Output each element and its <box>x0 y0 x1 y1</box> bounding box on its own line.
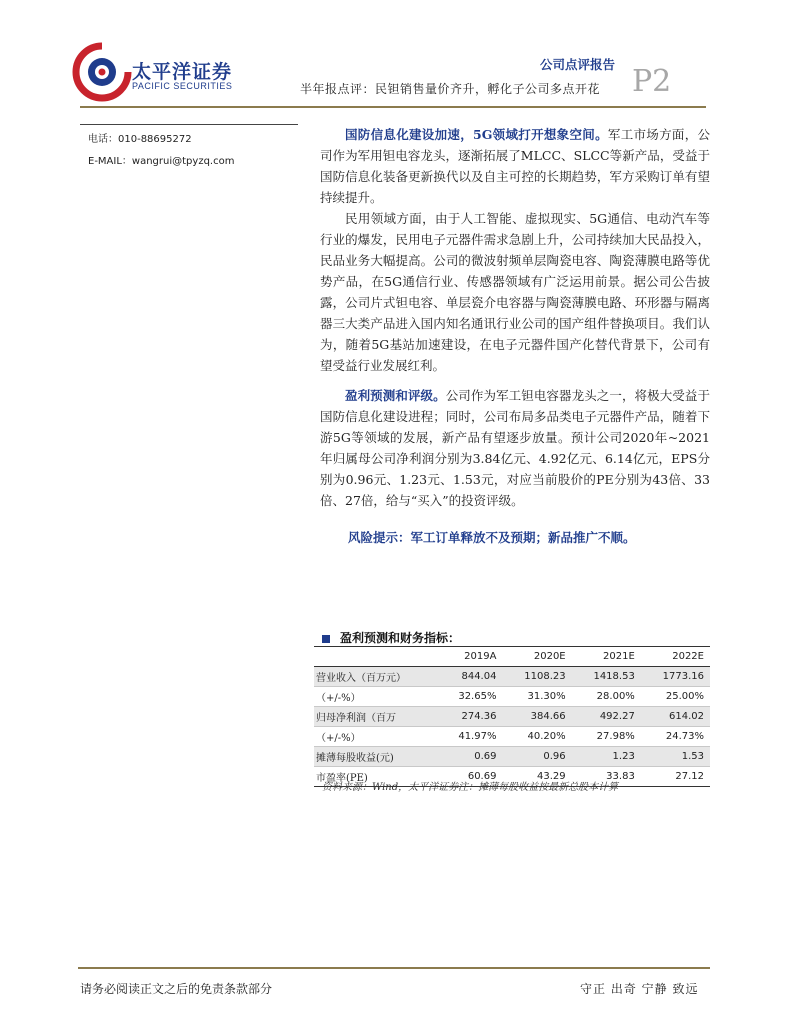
table-row <box>314 687 710 707</box>
financial-table <box>314 646 710 787</box>
paragraph-defense <box>320 124 710 376</box>
table-cell: 25.00% <box>641 687 710 707</box>
table-cell: 营业收入（百万元） <box>314 667 438 687</box>
table-cell: 1.53 <box>641 747 710 767</box>
footer-disclaimer: 请务必阅读正文之后的免责条款部分 <box>80 982 273 996</box>
table-cell: 1108.23 <box>502 667 571 687</box>
table-row <box>314 747 710 767</box>
table-cell: 492.27 <box>572 707 641 727</box>
table-cell: 41.97% <box>438 727 502 747</box>
footer-motto: 守正 出奇 宁静 致远 <box>580 982 699 996</box>
table-cell: 40.20% <box>502 727 571 747</box>
table-row <box>314 707 710 727</box>
table-title-text: 盈利预测和财务指标： <box>340 631 461 645</box>
paragraph-civil: 民用领域方面，由于人工智能、虚拟现实、5G通信、电动汽车等行业的爆发，民用电子元器件需求急剧上升，公司持续加大民品投入，民品业务大幅提高。公司的微波射频单层陶瓷电容、陶瓷薄膜电路等优势产品，在5G通信行业、传感器领域有广泛运用前景。据公司公告披露，公司片式钽电容、单层瓷介电容器与陶瓷薄膜电路、环形器与隔离器三大类产品进入国内知名通讯行业公司的国产组件替换项目。我们认为，随着5G基站加速建设，在电子元器件国产化替代背景下，公司有望受益行业发展红利。 <box>320 211 710 373</box>
table-cell: 1.23 <box>572 747 641 767</box>
table-header-row <box>314 647 710 667</box>
table-header-cell: 2019A <box>438 647 502 667</box>
brand-name-en: PACIFIC SECURITIES <box>132 81 233 91</box>
table-cell: 33.83 <box>572 767 641 787</box>
paragraph-defense-text: 军工市场方面，公司作为军用钽电容龙头，逐渐拓展了MLCC、SLCC等新产品，受益于国防信息化装备更新换代以及自主可控的长期趋势，军方采购订单有望持续提升。 <box>320 127 710 205</box>
table-cell: 0.96 <box>502 747 571 767</box>
table-row <box>314 727 710 747</box>
page-number: P2 <box>632 64 672 99</box>
table-cell: 31.30% <box>502 687 571 707</box>
table-header-cell <box>314 647 438 667</box>
report-type: 公司点评报告 <box>540 57 616 72</box>
table-cell: 1773.16 <box>641 667 710 687</box>
table-cell: 60.69 <box>438 767 502 787</box>
header-rule <box>80 106 706 108</box>
table-cell: 844.04 <box>438 667 502 687</box>
table-cell: 1418.53 <box>572 667 641 687</box>
table-source-note: 资料来源：Wind，太平洋证券注：摊薄每股收益按最新总股本计算 <box>322 782 619 793</box>
table-header-cell: 2022E <box>641 647 710 667</box>
paragraph-forecast-lead: 盈利预测和评级。 <box>345 388 446 403</box>
table-cell: 归母净利润（百万 <box>314 707 438 727</box>
contact-phone: 电话：010-88695272 <box>88 134 192 145</box>
table-cell: 43.29 <box>502 767 571 787</box>
table-cell: 摊薄每股收益(元) <box>314 747 438 767</box>
table-cell: 27.98% <box>572 727 641 747</box>
pacific-securities-logo <box>72 42 132 102</box>
table-cell: 614.02 <box>641 707 710 727</box>
table-cell: 市盈率(PE) <box>314 767 438 787</box>
table-cell: 27.12 <box>641 767 710 787</box>
paragraph-forecast <box>320 385 710 511</box>
table-title <box>322 629 460 646</box>
square-bullet-icon <box>322 635 330 643</box>
table-cell: 384.66 <box>502 707 571 727</box>
table-cell: 32.65% <box>438 687 502 707</box>
paragraph-forecast-text: 公司作为军工钽电容器龙头之一，将极大受益于国防信息化建设进程；同时，公司布局多品类电子元器件产品，随着下游5G等领域的发展，新产品有望逐步放量。预计公司2020年~2021年归属母公司净利润分别为3.84亿元、4.92亿元、6.14亿元，EPS分别为0.96元、1.23元、1.53元，对应当前股价的PE分别为43倍、33倍、27倍，给与“买入”的投资评级。 <box>320 388 710 508</box>
table-cell: 28.00% <box>572 687 641 707</box>
sidebar-rule <box>80 124 298 125</box>
contact-email: E-MAIL：wangrui@tpyzq.com <box>88 156 235 167</box>
paragraph-defense-lead: 国防信息化建设加速，5G领域打开想象空间。 <box>345 127 608 142</box>
table-cell: 274.36 <box>438 707 502 727</box>
table-header-cell: 2021E <box>572 647 641 667</box>
table-cell: 24.73% <box>641 727 710 747</box>
table-cell: 0.69 <box>438 747 502 767</box>
table-header-cell: 2020E <box>502 647 571 667</box>
footer-rule <box>78 967 710 969</box>
brand-name-cn: 太平洋证券 <box>132 61 233 83</box>
table-row <box>314 667 710 687</box>
table-cell: （+/-%） <box>314 727 438 747</box>
report-subtitle: 半年报点评：民钽销售量价齐升，孵化子公司多点开花 <box>300 82 601 96</box>
risk-warning: 风险提示：军工订单释放不及预期；新品推广不顺。 <box>348 530 636 545</box>
table-cell: （+/-%） <box>314 687 438 707</box>
